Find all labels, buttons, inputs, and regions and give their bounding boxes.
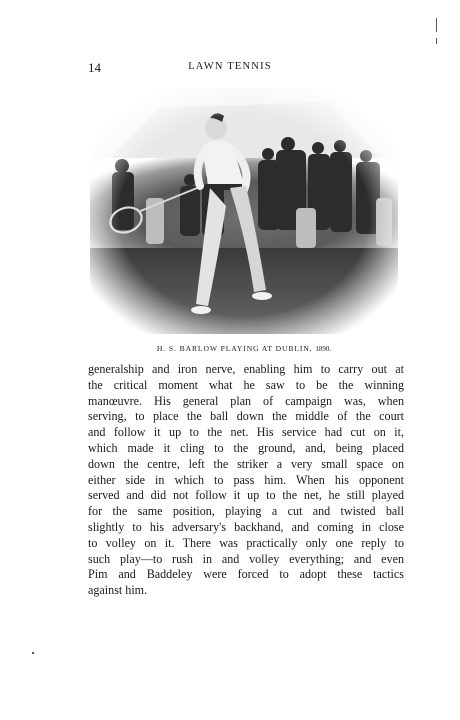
text-line: such play—to rush in and volley everything; and even [88, 551, 404, 566]
text-line: either side in which to pass him. When his opponent [88, 472, 404, 487]
scan-mark [32, 652, 34, 654]
figure-caption [90, 344, 398, 353]
text-line: and follow it up to the net. His service had cut on it, [88, 425, 404, 440]
text-line: for the same position, playing a cut and twisted ball [88, 504, 404, 519]
caption-text: H. S. BARLOW PLAYING AT DUBLIN, [156, 344, 313, 353]
text-line: against him. [88, 583, 148, 598]
text-line: manœuvre. His general plan of campaign was, when [88, 393, 404, 408]
text-line: slightly to his adversary's backhand, and coming in close [88, 519, 404, 534]
page-number: 14 [88, 60, 101, 75]
text-line: the critical moment what he saw to be the winning [88, 377, 404, 392]
text-line: generalship and iron nerve, enabling him to carry out at [88, 362, 404, 376]
scan-mark [436, 18, 437, 32]
text-line: to volley on it. There was practically only one reply to [88, 535, 404, 550]
caption-year: 1890. [315, 345, 332, 353]
text-line: serving, to place the ball down the middle of the court [88, 409, 404, 424]
photograph-barlow-playing [90, 88, 398, 334]
scan-mark [436, 38, 437, 44]
running-head: LAWN TENNIS [188, 61, 272, 72]
body-paragraph [88, 362, 404, 599]
text-line: served and did not follow it up to the net, he still played [88, 488, 404, 503]
text-line: Pim and Baddeley were forced to adopt these tactics [88, 567, 404, 582]
text-line: down the centre, left the striker a very small space on [88, 456, 404, 471]
text-line: which made it cling to the ground, and, being placed [88, 440, 404, 455]
